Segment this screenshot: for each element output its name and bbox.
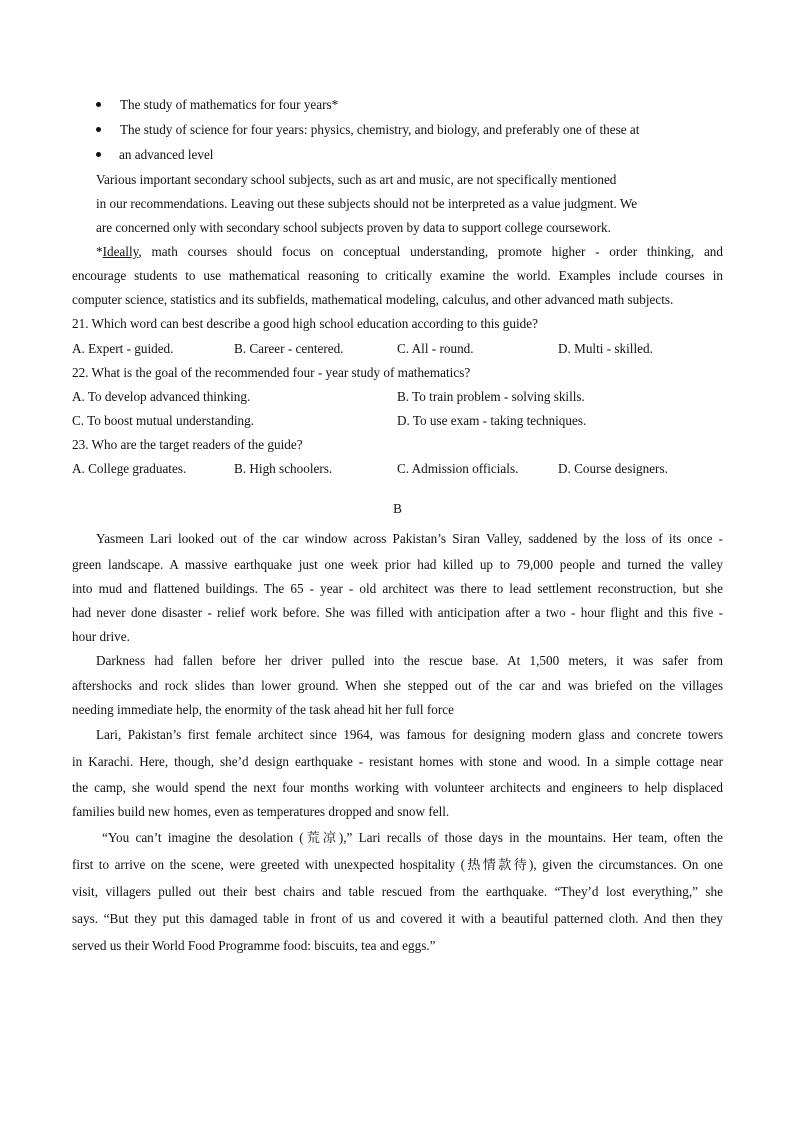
- passage-line: served us their World Food Programme food: biscuits, tea and eggs.”: [72, 938, 436, 953]
- answer-option: B. To train problem - solving skills.: [397, 389, 585, 404]
- footnote-line: encourage students to use mathematical reasoning to critically examine the world. Examples include courses in: [72, 268, 723, 283]
- passage-line: in Karachi. Here, though, she’d design earthquake - resistant homes with stone and wood. In a simple cottage near: [72, 754, 723, 769]
- answer-option: D. Course designers.: [558, 461, 668, 476]
- footnote-text: , math courses should focus on conceptual understanding, promote higher - order thinking, and: [138, 244, 723, 259]
- bullet-icon: [96, 152, 101, 157]
- passage-line: Darkness had fallen before her driver pulled into the rescue base. At 1,500 meters, it was safer from: [96, 653, 723, 668]
- passage-line: the camp, she would spend the next four months working with volunteer architects and engineers to help displaced: [72, 780, 723, 795]
- answer-option: D. To use exam - taking techniques.: [397, 413, 587, 428]
- passage-line: Yasmeen Lari looked out of the car window across Pakistan’s Siran Valley, saddened by the loss of its once -: [96, 531, 723, 546]
- bullet-text: an advanced level: [119, 147, 214, 162]
- passage-line: had never done disaster - relief work before. She was filled with anticipation after a two - hour flight and this five -: [72, 605, 723, 620]
- bullet-text: The study of science for four years: physics, chemistry, and biology, and preferably one of these at: [120, 122, 640, 137]
- bullet-icon: [96, 127, 101, 132]
- footnote-line: computer science, statistics and its subfields, mathematical modeling, calculus, and other advanced math subjects.: [72, 292, 674, 307]
- answer-option: A. College graduates.: [72, 461, 187, 476]
- answer-option: B. High schoolers.: [234, 461, 333, 476]
- passage-line: visit, villagers pulled out their best chairs and table rescued from the earthquake. “They’d lost everything,” she: [72, 884, 723, 899]
- intro-line: in our recommendations. Leaving out these subjects should not be interpreted as a value judgment. We: [96, 196, 638, 211]
- passage-line: into mud and flattened buildings. The 65 - year - old architect was there to lead settlement reconstruction, but she: [72, 581, 723, 596]
- passage-line: first to arrive on the scene, were greeted with unexpected hospitality (热情款待), given the circumstances. On one: [72, 857, 723, 872]
- bullet-text: The study of mathematics for four years*: [120, 97, 339, 112]
- passage-line: says. “But they put this damaged table in front of us and covered it with a beautiful patterned cloth. And then they: [72, 911, 723, 926]
- answer-option: C. All - round.: [397, 341, 474, 356]
- footnote-star: *: [96, 244, 103, 259]
- answer-option: A. Expert - guided.: [72, 341, 174, 356]
- passage-line: Lari, Pakistan’s first female architect since 1964, was famous for designing modern glass and concrete towers: [96, 727, 723, 742]
- passage-line: needing immediate help, the enormity of the task ahead hit her full force: [72, 702, 454, 717]
- question-stem: 23. Who are the target readers of the guide?: [72, 437, 303, 452]
- intro-line: are concerned only with secondary school subjects proven by data to support college coursework.: [96, 220, 611, 235]
- ideally-word: Ideally: [102, 244, 139, 259]
- passage-line: families build new homes, even as temperatures dropped and snow fell.: [72, 804, 450, 819]
- passage-line: green landscape. A massive earthquake just one week prior had killed up to 79,000 people and turned the valley: [72, 557, 723, 572]
- question-stem: 22. What is the goal of the recommended four - year study of mathematics?: [72, 365, 471, 380]
- bullet-icon: [96, 102, 101, 107]
- answer-option: B. Career - centered.: [234, 341, 344, 356]
- question-stem: 21. Which word can best describe a good high school education according to this guide?: [72, 316, 538, 331]
- answer-option: C. Admission officials.: [397, 461, 519, 476]
- answer-option: C. To boost mutual understanding.: [72, 413, 254, 428]
- intro-line: Various important secondary school subjects, such as art and music, are not specifically mentioned: [96, 172, 617, 187]
- passage-line: “You can’t imagine the desolation (荒凉),” Lari recalls of those days in the mountains. Her team, often the: [102, 830, 723, 845]
- answer-option: A. To develop advanced thinking.: [72, 389, 251, 404]
- footnote-line: [96, 244, 723, 260]
- section-label: B: [393, 501, 402, 516]
- passage-line: aftershocks and rock slides than lower ground. When she stepped out of the car and was briefed on the villages: [72, 678, 723, 693]
- answer-option: D. Multi - skilled.: [558, 341, 653, 356]
- passage-line: hour drive.: [72, 629, 130, 644]
